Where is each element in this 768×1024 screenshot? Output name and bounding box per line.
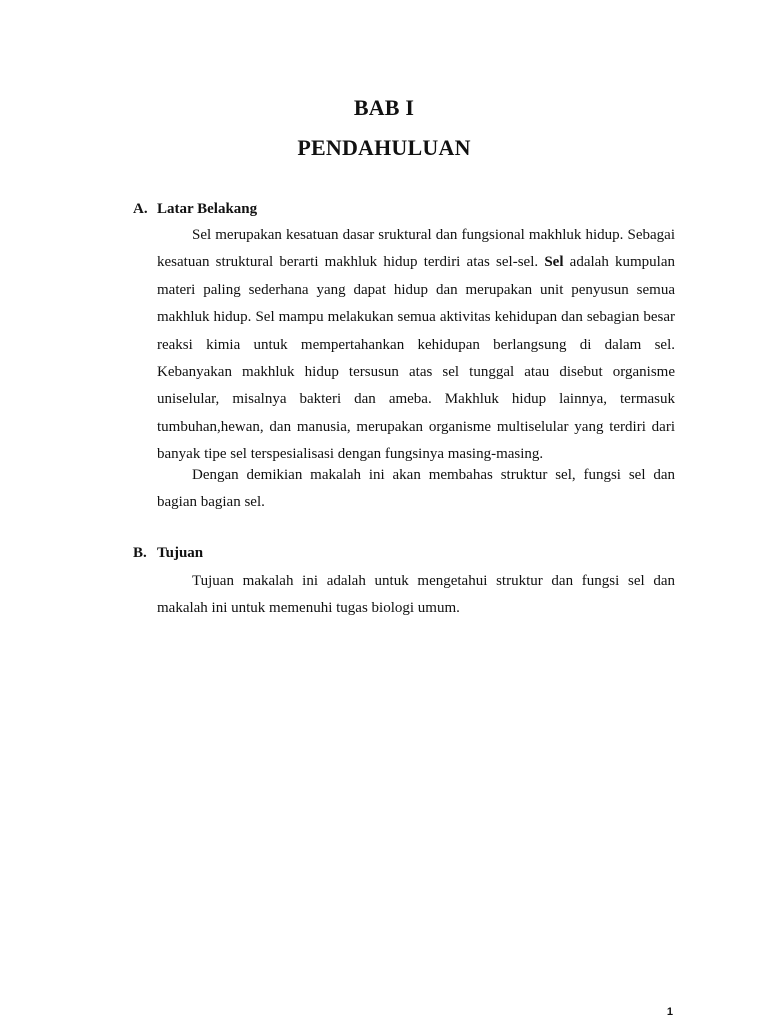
- paragraph-latar-belakang-2: Dengan demikian makalah ini akan membahas struktur sel, fungsi sel dan bagian bagian sel.: [157, 467, 675, 511]
- paragraph-text: adalah kumpulan materi paling sederhana yang dapat hidup dan merupakan unit penyusun semua makhluk hidup. Sel mampu melakukan semua aktivitas kehidupan dan sebagian besar reaksi kimia untuk mempertahankan kehidupan berlangsung di dalam sel. Kebanyakan makhluk hidup tersusun atas sel tunggal atau disebut organisme uniselular, misalnya bakteri dan ameba. Makhluk hidup lainnya, termasuk tumbuhan,hewan, dan manusia, merupakan organisme multiselular yang terdiri dari banyak tipe sel terspesialisasi dengan fungsinya masing-masing.: [157, 254, 675, 463]
- paragraph-tujuan-1: Tujuan makalah ini adalah untuk mengetahui struktur dan fungsi sel dan makalah ini untuk memenuhi tugas biologi umum.: [157, 573, 675, 617]
- section-title: Tujuan: [157, 545, 204, 561]
- paragraph-text: Sel merupakan kesatuan dasar sruktural dan fungsional makhluk hidup. Sebagai kesatuan struktural berarti makhluk hidup terdiri atas sel-sel.: [157, 227, 675, 271]
- chapter-number: BAB I: [353, 95, 415, 120]
- chapter-title: PENDAHULUAN: [297, 135, 471, 160]
- section-letter: A.: [133, 201, 148, 217]
- section-heading-latar-belakang: [133, 201, 257, 218]
- section-letter: B.: [133, 545, 147, 561]
- page-number: 1: [666, 1006, 673, 1018]
- bold-term: Sel: [544, 254, 564, 271]
- section-title: Latar Belakang: [157, 201, 258, 217]
- paragraph-latar-belakang-1: [157, 222, 675, 469]
- section-heading-tujuan: [133, 545, 203, 562]
